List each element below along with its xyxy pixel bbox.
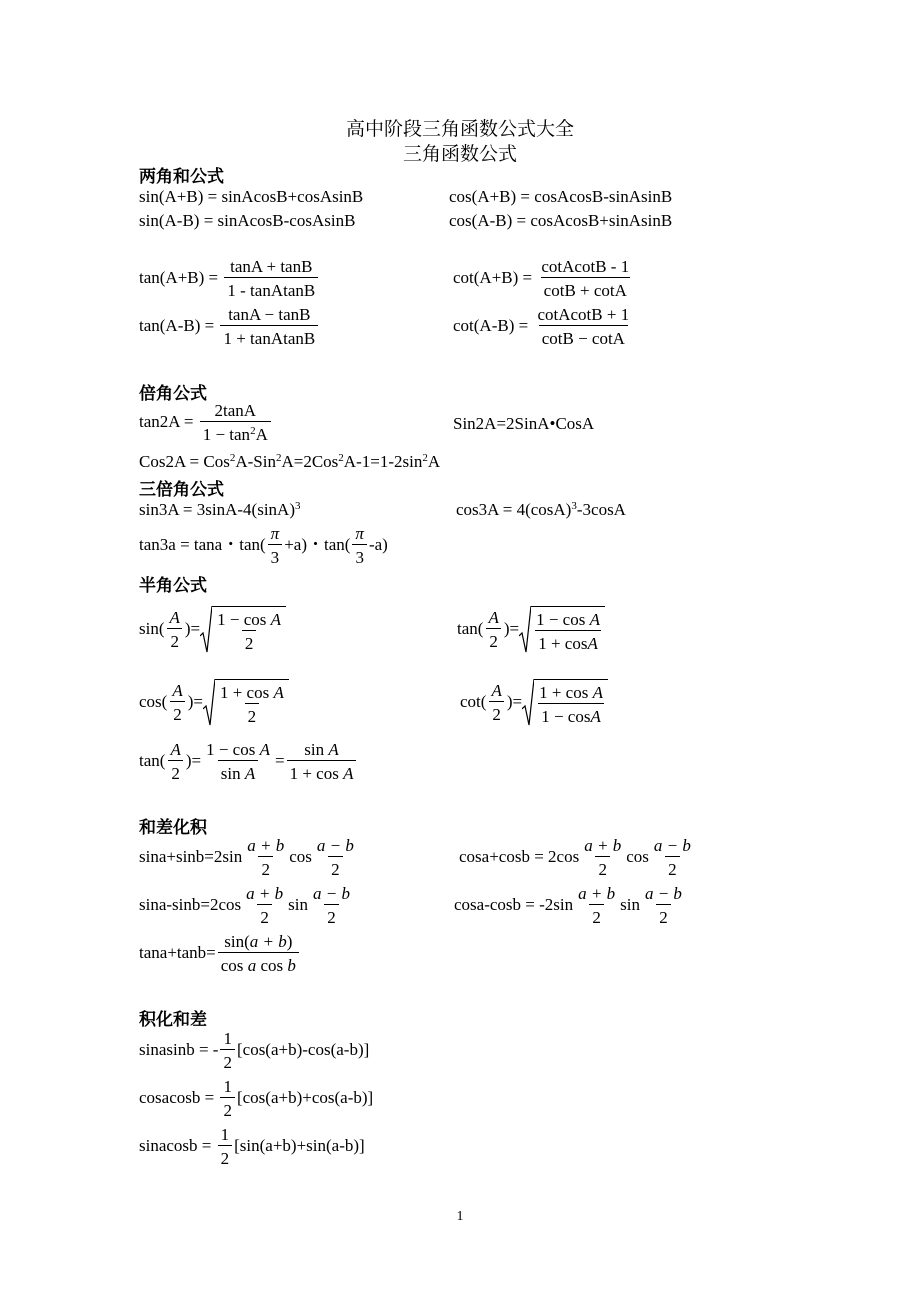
numerator: a − b [312, 884, 350, 903]
lhs: cot(A+B) = [453, 267, 533, 287]
part: sina-sinb=2cos [139, 894, 242, 914]
formula-cos-a-minus-b: cos(A-B) = cosAcosB+sinAsinB [449, 211, 673, 230]
numerator: a + b [246, 884, 284, 903]
part: tan3a = tana・tan( [139, 534, 266, 554]
lhs: tan2A = [139, 411, 194, 431]
denominator [538, 703, 604, 727]
denominator: 3 [352, 544, 367, 568]
numerator: a − b [644, 884, 682, 903]
part: A [587, 633, 598, 653]
formula-cos-a-plus-b: cos(A+B) = cosAcosB-sinAsinB [449, 187, 673, 206]
formula-sina-plus-sinb [139, 836, 359, 880]
part: A [592, 682, 603, 702]
part: sin( [139, 618, 165, 638]
section-heading-triple: 三倍角公式 [139, 480, 224, 500]
formula-cos3a [456, 500, 626, 520]
formula-cot-a-plus-b [453, 257, 634, 301]
denominator: cotB − cotA [539, 325, 628, 349]
denominator: 2 [656, 904, 671, 928]
formula-half-cos [139, 679, 289, 727]
numerator: 1 [223, 1029, 232, 1048]
denominator: 2 [218, 1145, 233, 1169]
part: sin3A = 3sinA-4(sinA) [139, 500, 295, 519]
denominator [200, 421, 271, 445]
formula-half-sin [139, 606, 286, 654]
formula-tan2a [139, 401, 273, 445]
denominator: 2 [258, 856, 273, 880]
sqrt [203, 679, 289, 727]
numerator [301, 740, 341, 760]
formula-cosacosb [139, 1077, 373, 1121]
formula-sinacosb [139, 1125, 365, 1169]
part: [sin(a+b)+sin(a-b)] [234, 1135, 365, 1155]
numerator: tanA − tanB [228, 305, 311, 324]
denominator: 2 [489, 701, 504, 725]
numerator: 2tanA [214, 401, 257, 420]
section-heading-sum-to-product: 和差化积 [139, 818, 207, 838]
part: cos [626, 846, 649, 866]
part: cos [220, 956, 244, 975]
formula-tan-a-plus-b [139, 257, 320, 301]
denominator: 1 + tanAtanB [220, 325, 318, 349]
part: tan( [139, 750, 166, 770]
part: A-Sin [235, 452, 276, 471]
part: 1 − cos [541, 706, 591, 726]
formula-tana-plus-tanb [139, 932, 301, 976]
exponent: 3 [294, 500, 301, 512]
part: Cos2A = Cos [139, 452, 230, 471]
numerator [203, 740, 273, 760]
denominator: 1 - tanAtanB [224, 277, 318, 301]
part: A [259, 740, 270, 759]
part: A [244, 764, 256, 783]
exponent: 3 [571, 500, 577, 512]
part: cos [289, 846, 312, 866]
part: A-1=1-2sin [343, 452, 423, 471]
formula-cos2a [139, 452, 440, 472]
numerator [536, 683, 606, 703]
numerator: 1 [223, 1077, 232, 1096]
part: cot( [460, 691, 487, 711]
numerator: tanA + tanB [230, 257, 313, 276]
part: A [270, 609, 282, 629]
part: )= [506, 691, 523, 711]
sqrt [522, 679, 608, 727]
formula-tan3a [139, 524, 388, 568]
numerator: 1 [220, 1125, 230, 1144]
formula-cot-a-minus-b [453, 305, 634, 349]
part: = [274, 750, 285, 770]
part: -3cosA [576, 500, 626, 519]
exponent: 2 [250, 425, 256, 437]
den-part: A [255, 425, 268, 444]
part: sinacosb = [139, 1135, 212, 1155]
denominator [218, 760, 258, 784]
document-title: 高中阶段三角函数公式大全 [345, 118, 574, 140]
numerator: A [169, 608, 180, 627]
part: cos3A = 4(cosA) [456, 500, 572, 519]
formula-half-tan [457, 606, 605, 654]
formula-sin-a-plus-b: sin(A+B) = sinAcosB+cosAsinB [139, 187, 364, 206]
part: A [273, 682, 284, 702]
part: a + b [249, 932, 287, 951]
denominator: 2 [328, 856, 343, 880]
formula-sinasinb [139, 1029, 369, 1073]
page-number: 1 [456, 1209, 464, 1224]
part: [cos(a+b)+cos(a-b)] [236, 1087, 374, 1107]
numerator: sin(a + b) [224, 932, 293, 951]
formula-tan-a-minus-b [139, 305, 320, 349]
part: sina+sinb=2sin [139, 846, 243, 866]
numerator [217, 683, 287, 703]
lhs: cot(A-B) = [453, 315, 529, 335]
part: 1 − cos [217, 609, 267, 629]
denominator: 2 [170, 701, 185, 725]
numerator: A [491, 681, 502, 700]
formula-cosa-plus-cosb [459, 836, 696, 880]
formula-sin-a-minus-b: sin(A-B) = sinAcosB-cosAsinB [139, 211, 356, 230]
section-heading-half: 半角公式 [139, 576, 207, 596]
formula-sina-minus-sinb [139, 884, 355, 928]
numerator: π [355, 524, 364, 543]
numerator: a + b [584, 836, 622, 855]
part: tana+tanb= [139, 942, 216, 962]
denominator: 2 [168, 760, 183, 784]
part: A [427, 452, 441, 471]
part: A=2Cos [281, 452, 339, 471]
part: A [328, 740, 339, 759]
denominator: cos a cos b [218, 952, 299, 976]
part: sinasinb = - [139, 1039, 219, 1059]
denominator [287, 760, 357, 784]
part: cosacosb = [139, 1087, 215, 1107]
part: A [343, 764, 354, 783]
exponent: 2 [422, 452, 428, 464]
lhs: tan(A+B) = [139, 267, 219, 287]
numerator: a − b [653, 836, 691, 855]
part: A [590, 706, 601, 726]
numerator: cotAcotB - 1 [541, 257, 630, 276]
section-heading-double: 倍角公式 [139, 384, 207, 404]
part: sin [620, 894, 640, 914]
section-heading-sum: 两角和公式 [139, 167, 224, 187]
numerator [214, 610, 284, 630]
part: cos( [139, 691, 168, 711]
formula-sin2a: Sin2A=2SinA•CosA [453, 414, 595, 433]
denominator: 2 [589, 904, 604, 928]
part: )= [184, 618, 201, 638]
part: )= [187, 691, 203, 711]
numerator: A [488, 608, 499, 627]
part: A [589, 609, 600, 629]
part: cosa+cosb = 2cos [459, 846, 580, 866]
denominator: 2 [245, 703, 260, 727]
denominator: 3 [268, 544, 283, 568]
sqrt [519, 606, 605, 654]
document-subtitle: 三角函数公式 [402, 143, 517, 165]
exponent: 2 [338, 452, 344, 464]
part: +a)・tan( [284, 534, 351, 554]
denominator: 2 [167, 628, 182, 652]
part: [cos(a+b)-cos(a-b)] [236, 1039, 370, 1059]
exponent: 2 [275, 452, 282, 464]
formula-half-tan-alt [139, 740, 358, 784]
part: sin [304, 740, 325, 759]
part: )= [503, 618, 520, 638]
formula-sin3a [139, 500, 300, 520]
denominator: 2 [486, 628, 501, 652]
denominator: 2 [242, 630, 257, 654]
part: 1 + cos [539, 682, 589, 702]
part: 1 + cos [538, 633, 588, 653]
denominator: cotB + cotA [541, 277, 630, 301]
denominator: 2 [257, 904, 272, 928]
part: sin [288, 894, 308, 914]
part: 1 + cos [219, 682, 270, 702]
numerator: a + b [578, 884, 616, 903]
numerator: a − b [316, 836, 354, 855]
denominator: 2 [665, 856, 680, 880]
exponent: 2 [229, 452, 236, 464]
denominator: 2 [324, 904, 339, 928]
formula-cosa-minus-cosb [454, 884, 687, 928]
numerator [533, 610, 603, 630]
formula-half-cot [460, 679, 608, 727]
numerator: a + b [247, 836, 285, 855]
part: tan( [457, 618, 484, 638]
part: sin [220, 764, 241, 783]
lhs: tan(A-B) = [139, 315, 215, 335]
numerator: cotAcotB + 1 [537, 305, 630, 324]
den-part: 1 − tan [202, 425, 251, 444]
section-heading-product-to-sum: 积化和差 [139, 1010, 207, 1030]
part: cosa-cosb = -2sin [454, 894, 574, 914]
part: 1 − cos [206, 740, 256, 759]
part: sin( [224, 932, 250, 951]
numerator: A [172, 681, 183, 700]
denominator: 2 [220, 1049, 235, 1073]
sqrt [200, 606, 286, 654]
part: -a) [368, 534, 388, 554]
part: cos [260, 956, 284, 975]
part: 1 + cos [289, 764, 339, 783]
part: )= [185, 750, 202, 770]
numerator: A [170, 740, 181, 759]
numerator: π [270, 524, 280, 543]
denominator: 2 [220, 1097, 235, 1121]
part: 1 − cos [536, 609, 586, 629]
denominator [535, 630, 601, 654]
denominator: 2 [595, 856, 610, 880]
